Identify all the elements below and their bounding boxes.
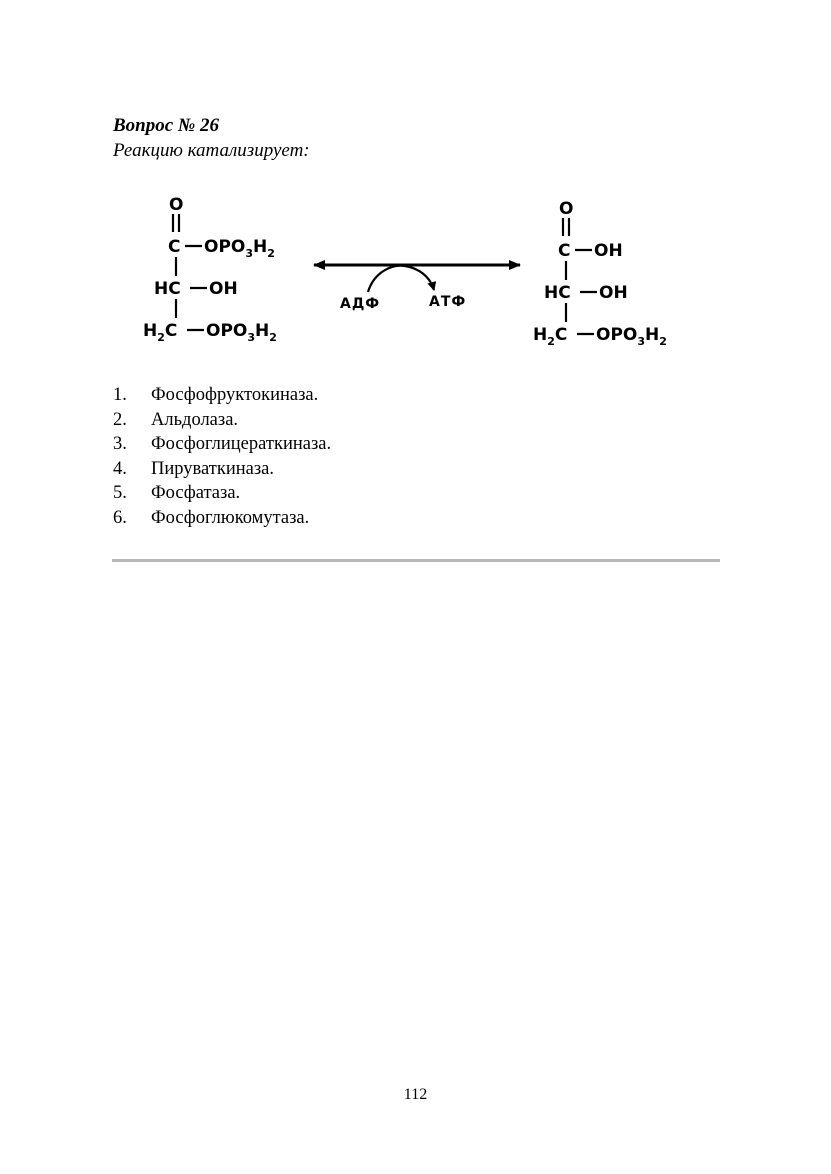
adp-curve: [368, 266, 405, 292]
answer-number: 3.: [113, 434, 127, 455]
answer-options-list: [113, 383, 331, 531]
left-group-1: $OPO_3H_2$: [204, 237, 275, 260]
answer-text: Фосфоглюкомутаза.: [151, 507, 310, 528]
left-carbon-1: C: [168, 237, 181, 257]
left-top-oxygen: O: [169, 195, 184, 215]
cofactor-atp-label: АТФ: [429, 294, 467, 310]
section-divider: [112, 559, 720, 562]
left-row-2-prefix: HC: [154, 279, 181, 299]
question-subtitle: Реакцию катализирует:: [113, 140, 310, 161]
answer-option: [113, 408, 331, 433]
right-carbon-1: C: [558, 241, 571, 261]
answer-option: [113, 457, 331, 482]
answer-option: [113, 506, 331, 531]
right-molecule: [533, 199, 667, 348]
page-number: 112: [403, 1086, 428, 1103]
answer-number: 2.: [113, 409, 127, 430]
answer-text: Фосфофруктокиназа.: [151, 385, 319, 405]
right-group-2: OH: [599, 283, 628, 303]
atp-curve-arrow: [405, 266, 434, 290]
answer-option: [113, 432, 331, 457]
answer-option: [113, 481, 331, 506]
answer-number: 4.: [113, 458, 127, 479]
left-group-2: OH: [209, 279, 238, 299]
left-row-3-prefix: $H_2C$: [143, 321, 178, 344]
right-group-1: OH: [594, 241, 623, 261]
answer-text: Альдолаза.: [151, 409, 239, 430]
reaction-scheme: [130, 188, 690, 360]
left-group-3: $OPO_3H_2$: [206, 321, 277, 344]
answer-number: 6.: [113, 507, 127, 528]
reversible-arrow: [314, 265, 520, 312]
left-molecule: [143, 195, 277, 344]
answer-text: Фосфоглицераткиназа.: [151, 434, 332, 455]
reaction-scheme-drawing: [130, 188, 690, 360]
right-group-3: $OPO_3H_2$: [596, 325, 667, 348]
right-top-oxygen: O: [559, 199, 574, 219]
answer-text: Пируваткиназа.: [151, 458, 274, 479]
right-row-2-prefix: HC: [544, 283, 571, 303]
answer-option: [113, 383, 331, 408]
cofactor-adp-label: АДФ: [340, 296, 381, 312]
answer-number: 5.: [113, 483, 127, 504]
answer-text: Фосфатаза.: [151, 483, 241, 504]
right-row-3-prefix: $H_2C$: [533, 325, 568, 348]
question-title: Вопрос № 26: [113, 115, 220, 136]
answer-number: 1.: [113, 385, 127, 405]
